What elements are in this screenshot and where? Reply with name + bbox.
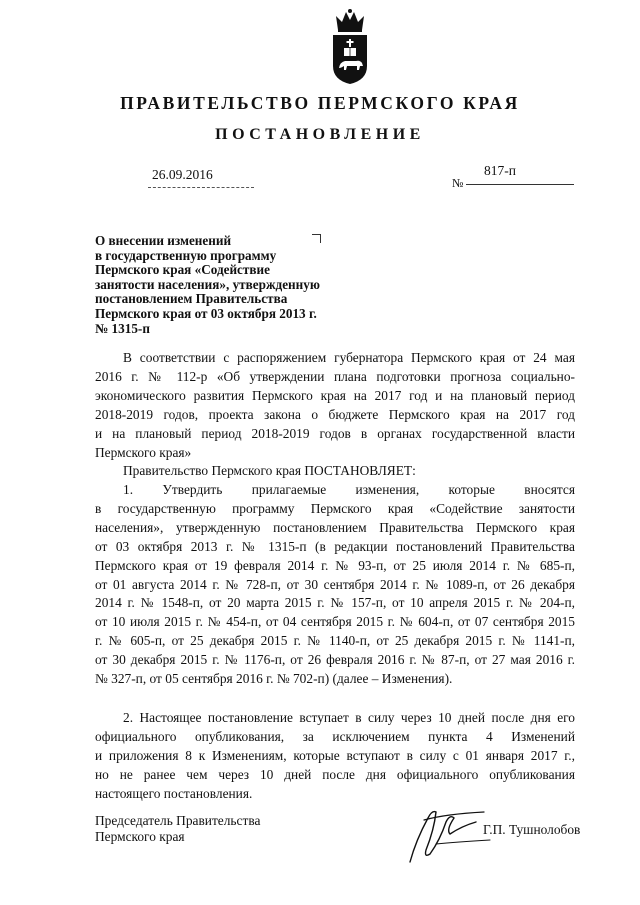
subject-line: Пермского края «Содействие	[95, 262, 270, 278]
paragraph-line: г. № 605-п, от 25 декабря 2015 г. № 1140-п, от 25 декабря 2015 г. № 1141-п,	[95, 633, 575, 649]
clause-1-paragraph	[95, 481, 575, 689]
signer-position-line: Председатель Правительства	[95, 813, 261, 828]
paragraph-line: настоящего постановления.	[95, 785, 253, 801]
paragraph-line: от 03 октября 2013 г. № 1315-п (в редакции постановлений Правительства	[95, 538, 575, 554]
document-date: 26.09.2016	[152, 167, 213, 182]
paragraph-line: в государственную программу Пермского края «Содействие занятости	[95, 500, 575, 516]
subject-line: № 1315-п	[95, 320, 150, 336]
paragraph-line: № 327-п, от 05 сентября 2016 г. № 702-п) (далее – Изменения).	[95, 671, 453, 687]
signer-position	[95, 813, 260, 844]
clause-2-paragraph	[95, 709, 575, 804]
resolution-statement	[95, 462, 575, 481]
paragraph-line: населения», утвержденную постановлением Правительства Пермского края	[95, 519, 575, 535]
subject-line: постановлением Правительства	[95, 291, 288, 307]
paragraph-line: 1. Утвердить прилагаемые изменения, которые вносятся	[123, 482, 575, 497]
paragraph-line: от 10 июля 2015 г. № 454-п, от 04 сентября 2015 г. № 604-п, от 07 сентября 2015	[95, 614, 575, 630]
paragraph-line: 2018-2019 годов, проекта закона о бюджете Пермского края на 2017 год	[95, 406, 575, 422]
preamble-paragraph	[95, 349, 575, 462]
document-number: 817-п	[484, 163, 516, 178]
number-sign: №	[452, 176, 464, 190]
paragraph-line: Пермского края»	[95, 444, 192, 460]
paragraph-line: официального опубликования, за исключением пункта 4 Изменений	[95, 728, 575, 744]
subject-line: в государственную программу	[95, 247, 277, 263]
date-underline	[148, 187, 254, 188]
number-underline	[466, 184, 574, 185]
paragraph-line: В соответствии с распоряжением губернатора Пермского края от 24 мая	[123, 350, 575, 365]
paragraph-line: 2016 г. № 112-р «Об утверждении плана подготовки прогноза социально-	[95, 368, 575, 384]
paragraph-line: и приложения 8 к Изменениям, которые вступают в силу с 01 января 2017 г.,	[95, 747, 575, 763]
signer-name: Г.П. Тушнолобов	[483, 822, 581, 837]
document-type: ПОСТАНОВЛЕНИЕ	[215, 126, 425, 143]
subject-line: Пермского края от 03 октября 2013 г.	[95, 305, 317, 321]
document-subject	[95, 234, 375, 336]
paragraph-line: и на плановый период 2018-2019 годов в органах государственной власти	[95, 425, 575, 441]
paragraph-line: Пермского края от 19 февраля 2014 г. № 93-п, от 25 июля 2014 г. № 685-п,	[95, 557, 575, 573]
paragraph-line: от 30 декабря 2015 г. № 1176-п, от 26 февраля 2016 г. № 87-п, от 27 мая 2016 г.	[95, 652, 575, 668]
perm-krai-coat-of-arms-icon	[330, 8, 370, 86]
paragraph-line: 2. Настоящее постановление вступает в силу через 10 дней после дня его	[123, 710, 575, 725]
paragraph-line: Правительство Пермского края ПОСТАНОВЛЯЕТ:	[123, 463, 416, 478]
signer-position-line: Пермского края	[95, 828, 185, 844]
subject-line: О внесении изменений	[95, 233, 232, 248]
subject-line: занятости населения», утвержденную	[95, 276, 320, 292]
paragraph-line: 2014 г. № 1548-п, от 20 марта 2015 г. № 157-п, от 10 апреля 2015 г. № 204-п,	[95, 595, 575, 611]
paragraph-line: экономического развития Пермского края на 2017 год и на плановый период	[95, 387, 575, 403]
government-title: ПРАВИТЕЛЬСТВО ПЕРМСКОГО КРАЯ	[120, 93, 520, 113]
paragraph-line: от 01 августа 2014 г. № 728-п, от 30 сентября 2014 г. № 1089-п, от 26 декабря	[95, 576, 575, 592]
paragraph-line: но не ранее чем через 10 дней после дня официального опубликования	[95, 766, 575, 782]
handwritten-signature-icon	[406, 800, 492, 870]
